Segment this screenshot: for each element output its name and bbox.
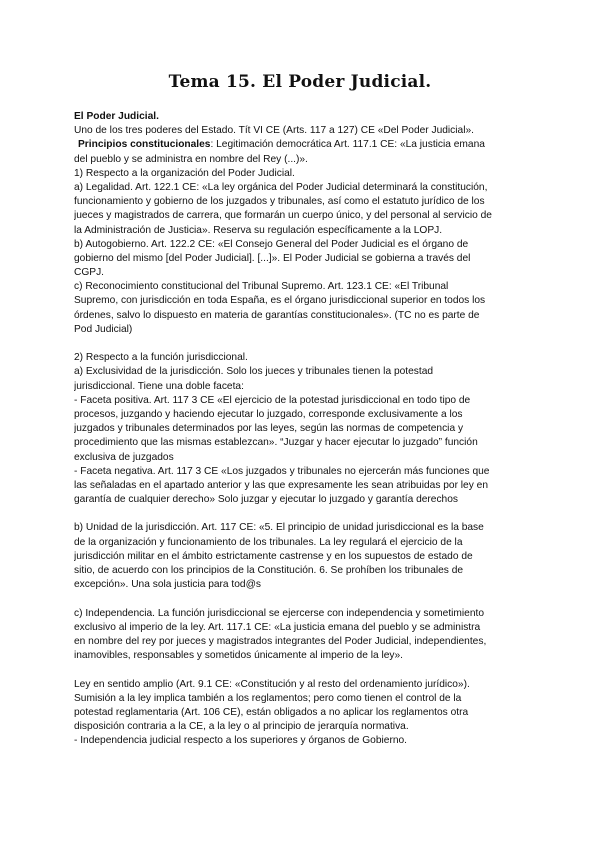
text-line: Sumisión a la ley implica también a los reglamentos; pero como tienen el control de la xyxy=(74,692,462,704)
paragraph-gap xyxy=(74,507,530,521)
text-line: del pueblo y se administra en nombre del Rey (...)». xyxy=(74,153,308,165)
text-line: jueces y magistrados de carrera, que formarán un cuerpo único, y del personal al servicio de xyxy=(74,210,492,222)
text-line: la Administración de Justicia». Reserva su regulación específicamente a la LOPJ. xyxy=(74,224,443,236)
text-line: exclusiva de juzgados xyxy=(74,451,174,463)
text-line: disposición contraria a la CE, a la ley o al principio de jerarquía normativa. xyxy=(74,721,409,733)
paragraph-gap xyxy=(74,337,530,351)
text-line: órdenes, salvo lo dispuesto en materia de garantías constitucionales». (TC no es parte de xyxy=(74,309,480,321)
text-line: - Faceta negativa. Art. 117 3 CE «Los juzgados y tribunales no ejercerán más funciones que xyxy=(74,465,490,477)
text-line: Ley en sentido amplio (Art. 9.1 CE: «Constitución y al resto del ordenamiento jurídico»). xyxy=(74,678,470,690)
text-line: garantía de cualquier derecho» Solo juzgar y ejecutar lo juzgado y garantía derechos xyxy=(74,494,458,506)
text-line: c) Reconocimiento constitucional del Tribunal Supremo. Art. 123.1 CE: «El Tribunal xyxy=(74,281,449,293)
text-line: Uno de los tres poderes del Estado. Tít VI CE (Arts. 117 a 127) CE «Del Poder Judicial». xyxy=(74,125,474,137)
text-line: procesos, juzgando y haciendo ejecutar lo juzgado, corresponde exclusivamente a los xyxy=(74,408,463,420)
text-line: funcionamiento y gobierno de los juzgados y tribunales, así como el estatuto jurídico de los xyxy=(74,196,485,208)
text-line: procedimiento que las mismas establezcan». “Juzgar y hacer ejecutar lo juzgado” función xyxy=(74,437,478,449)
text-line: a) Legalidad. Art. 122.1 CE: «La ley orgánica del Poder Judicial determinará la constitución, xyxy=(74,181,488,193)
text-line: gobierno del mismo [del Poder Judicial]. [...]». El Poder Judicial se gobierna a través del xyxy=(74,252,471,264)
text-line: Supremo, con jurisdicción en toda España, es el órgano jurisdiccional superior en todos los xyxy=(74,295,486,307)
text-line: Pod Judicial) xyxy=(74,323,133,335)
text-line: - Independencia judicial respecto a los superiores y órganos de Gobierno. xyxy=(74,735,407,747)
text-line: de la organización y funcionamiento de los tribunales. La ley regulará el ejercicio de la xyxy=(74,536,463,548)
text-line: - Faceta positiva. Art. 117 3 CE «El ejercicio de la potestad jurisdiccional en todo tipo de xyxy=(74,394,471,406)
text-line: las señaladas en el apartado anterior y las que expresamente les sean atribuidas por ley en xyxy=(74,479,488,491)
document-body xyxy=(74,110,530,748)
text-line: CGPJ. xyxy=(74,267,105,279)
paragraph-gap xyxy=(74,592,530,606)
principles-text: : Legitimación democrática Art. 117.1 CE: «La justicia emana xyxy=(210,139,485,151)
text-line: 1) Respecto a la organización del Poder Judicial. xyxy=(74,167,295,179)
text-line: jurisdicción militar en el ámbito estrictamente castrense y en los supuestos de estado de xyxy=(74,550,473,562)
text-line xyxy=(74,138,530,152)
text-line: potestad reglamentaria (Art. 106 CE), están obligados a no aplicar los reglamentos otra xyxy=(74,706,469,718)
text-line: excepción». Una sola justicia para tod@s xyxy=(74,579,262,591)
text-line: exclusivo al imperio de la ley. Art. 117.1 CE: «La justicia emana del pueblo y se administra xyxy=(74,621,481,633)
text-line: b) Autogobierno. Art. 122.2 CE: «El Consejo General del Poder Judicial es el órgano de xyxy=(74,238,469,250)
text-line: juzgados y tribunales determinados por las leyes, según las normas de competencia y xyxy=(74,423,464,435)
text-line: 2) Respecto a la función jurisdiccional. xyxy=(74,352,248,364)
text-line: c) Independencia. La función jurisdiccional se ejercerse con independencia y sometimiento xyxy=(74,607,485,619)
text-line: en nombre del rey por jueces y magistrados integrantes del Poder Judicial, independientes, xyxy=(74,635,487,647)
text-line: b) Unidad de la jurisdicción. Art. 117 CE: «5. El principio de unidad jurisdiccional es la base xyxy=(74,522,484,534)
principles-label: Principios constitucionales xyxy=(78,139,211,151)
text-line: a) Exclusividad de la jurisdicción. Solo los jueces y tribunales tienen la potestad xyxy=(74,366,434,378)
page-title: Tema 15. El Poder Judicial. xyxy=(168,72,432,92)
paragraph-gap xyxy=(74,663,530,677)
section-heading: El Poder Judicial. xyxy=(74,111,159,122)
text-line: sitio, de acuerdo con los principios de la Constitución. 6. Se prohíben los tribunales de xyxy=(74,565,464,576)
text-line: inamovibles, responsables y sometidos únicamente al imperio de la ley». xyxy=(74,650,403,662)
text-line: jurisdiccional. Tiene una doble faceta: xyxy=(74,380,244,392)
